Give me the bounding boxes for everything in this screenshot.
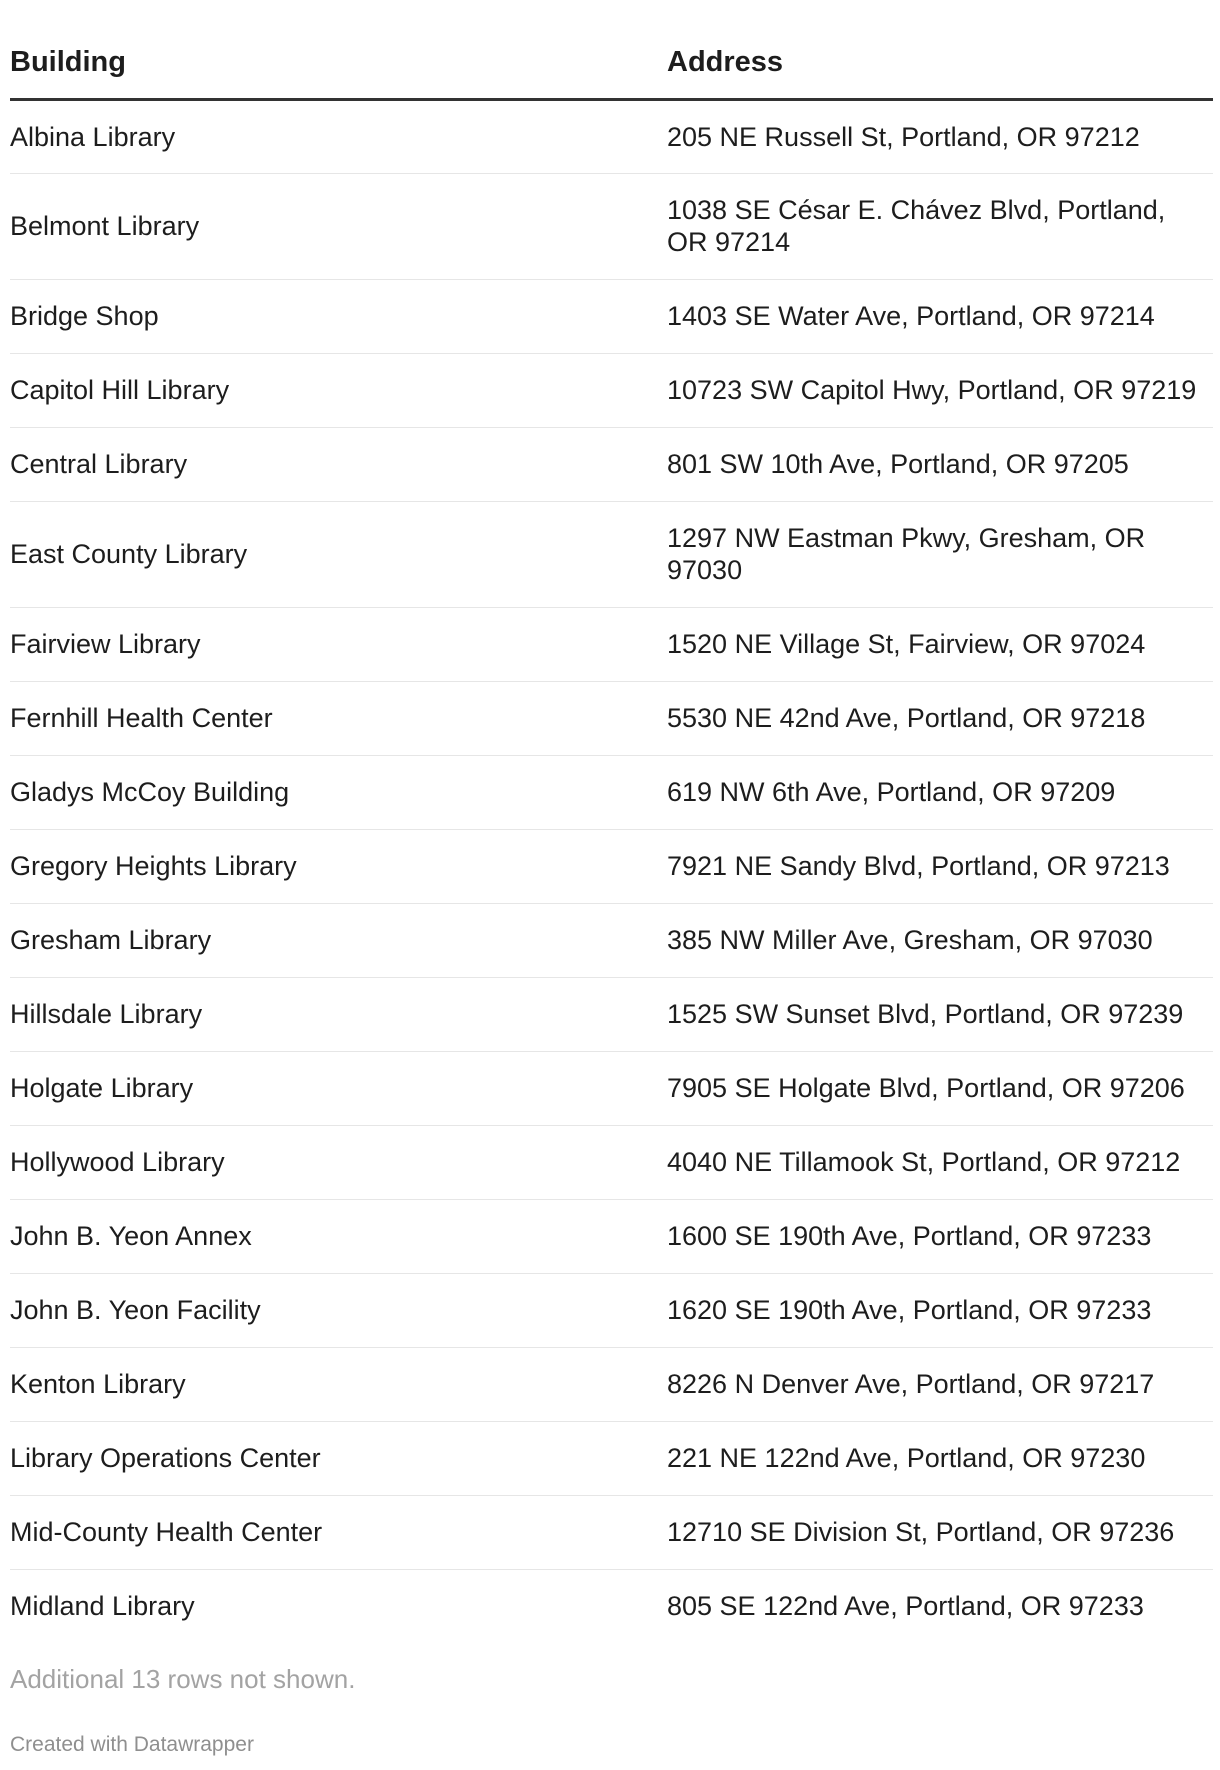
building-cell: Albina Library <box>10 99 667 173</box>
address-cell: 7921 NE Sandy Blvd, Portland, OR 97213 <box>667 829 1213 903</box>
table-row <box>10 99 1213 173</box>
table-row <box>10 1421 1213 1495</box>
address-cell: 205 NE Russell St, Portland, OR 97212 <box>667 99 1213 173</box>
address-cell: 1297 NW Eastman Pkwy, Gresham, OR 97030 <box>667 501 1213 607</box>
table-row <box>10 427 1213 501</box>
table-row <box>10 681 1213 755</box>
building-cell: Central Library <box>10 427 667 501</box>
address-cell: 1038 SE César E. Chávez Blvd, Portland, OR 97214 <box>667 173 1213 279</box>
table-row <box>10 755 1213 829</box>
address-cell: 221 NE 122nd Ave, Portland, OR 97230 <box>667 1421 1213 1495</box>
address-cell: 4040 NE Tillamook St, Portland, OR 97212 <box>667 1125 1213 1199</box>
table-row <box>10 903 1213 977</box>
address-cell: 5530 NE 42nd Ave, Portland, OR 97218 <box>667 681 1213 755</box>
address-cell: 10723 SW Capitol Hwy, Portland, OR 97219 <box>667 353 1213 427</box>
address-cell: 385 NW Miller Ave, Gresham, OR 97030 <box>667 903 1213 977</box>
building-cell: Capitol Hill Library <box>10 353 667 427</box>
building-cell: Gresham Library <box>10 903 667 977</box>
address-cell: 1600 SE 190th Ave, Portland, OR 97233 <box>667 1199 1213 1273</box>
column-header-building[interactable]: Building <box>10 0 667 99</box>
table-row <box>10 1125 1213 1199</box>
table-row <box>10 829 1213 903</box>
building-cell: Gregory Heights Library <box>10 829 667 903</box>
table-row <box>10 173 1213 279</box>
table-row <box>10 1347 1213 1421</box>
building-cell: Gladys McCoy Building <box>10 755 667 829</box>
address-cell: 619 NW 6th Ave, Portland, OR 97209 <box>667 755 1213 829</box>
building-cell: Hillsdale Library <box>10 977 667 1051</box>
building-cell: Mid-County Health Center <box>10 1495 667 1569</box>
address-cell: 1403 SE Water Ave, Portland, OR 97214 <box>667 279 1213 353</box>
table-row <box>10 1199 1213 1273</box>
address-cell: 801 SW 10th Ave, Portland, OR 97205 <box>667 427 1213 501</box>
table-row <box>10 501 1213 607</box>
address-cell: 805 SE 122nd Ave, Portland, OR 97233 <box>667 1591 1144 1622</box>
rows-not-shown-note: Additional 13 rows not shown. <box>10 1664 356 1694</box>
table-row <box>10 607 1213 681</box>
table-row <box>10 279 1213 353</box>
building-cell: Holgate Library <box>10 1051 667 1125</box>
building-cell: Fernhill Health Center <box>10 681 667 755</box>
building-cell: John B. Yeon Annex <box>10 1199 667 1273</box>
table-row <box>10 353 1213 427</box>
buildings-table <box>10 0 1213 1643</box>
building-cell: Library Operations Center <box>10 1421 667 1495</box>
datawrapper-table-container <box>10 0 1220 1756</box>
address-cell: 12710 SE Division St, Portland, OR 97236 <box>667 1495 1213 1569</box>
building-cell: Midland Library <box>10 1591 195 1622</box>
table-row <box>10 1569 1213 1643</box>
building-cell: John B. Yeon Facility <box>10 1273 667 1347</box>
address-cell: 1620 SE 190th Ave, Portland, OR 97233 <box>667 1273 1213 1347</box>
address-cell: 8226 N Denver Ave, Portland, OR 97217 <box>667 1347 1213 1421</box>
address-cell: 1525 SW Sunset Blvd, Portland, OR 97239 <box>667 977 1213 1051</box>
table-header-row <box>10 0 1213 99</box>
datawrapper-credit[interactable]: Created with Datawrapper <box>10 1733 254 1756</box>
table-row <box>10 1273 1213 1347</box>
table-row <box>10 977 1213 1051</box>
address-cell: 7905 SE Holgate Blvd, Portland, OR 97206 <box>667 1051 1213 1125</box>
building-cell: East County Library <box>10 501 667 607</box>
building-cell: Belmont Library <box>10 173 667 279</box>
column-header-address[interactable]: Address <box>667 0 1213 99</box>
building-cell: Bridge Shop <box>10 279 667 353</box>
address-cell: 1520 NE Village St, Fairview, OR 97024 <box>667 607 1213 681</box>
table-row <box>10 1051 1213 1125</box>
building-cell: Fairview Library <box>10 607 667 681</box>
table-row <box>10 1495 1213 1569</box>
building-cell: Hollywood Library <box>10 1125 667 1199</box>
building-cell: Kenton Library <box>10 1347 667 1421</box>
